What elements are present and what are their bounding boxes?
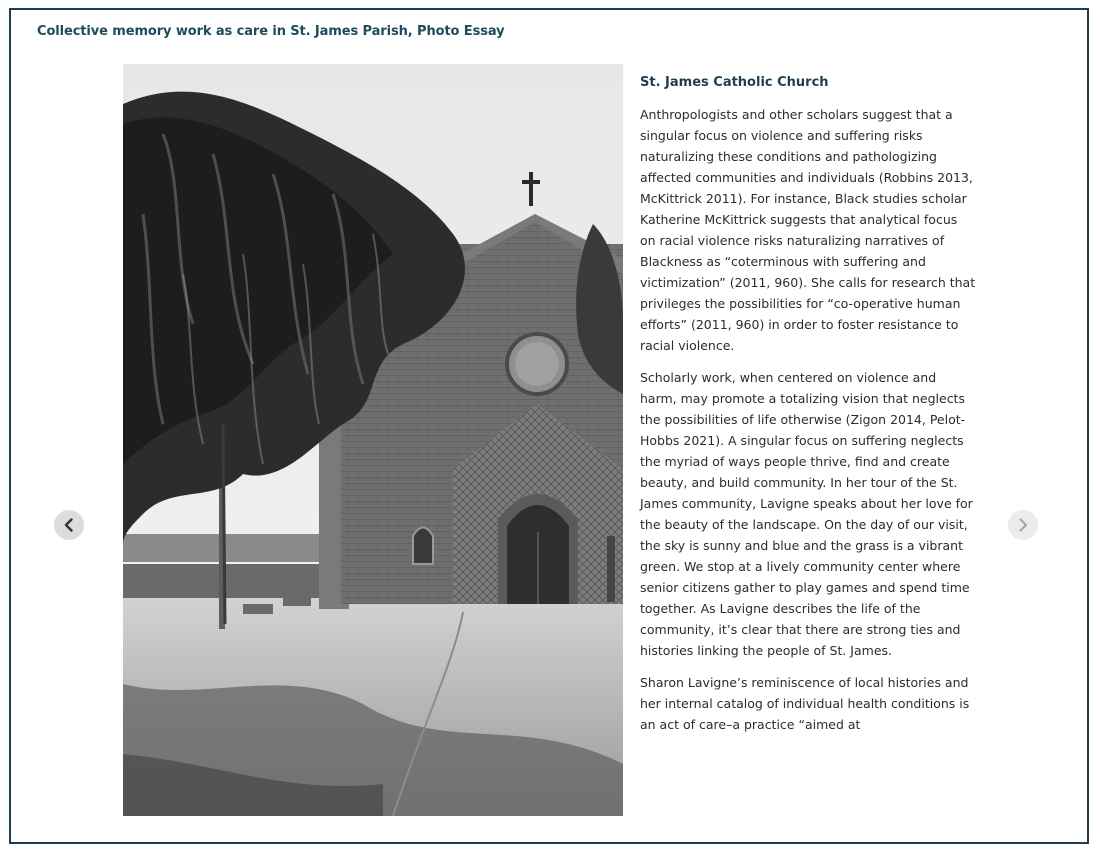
slide-text-column [640, 72, 976, 746]
next-slide-button[interactable] [1008, 510, 1038, 540]
slide-paragraph: Anthropologists and other scholars suggest that a singular focus on violence and suffering risks naturalizing these conditions and pathologizing affected communities and individuals (Robbins 2013, McKittrick 2011). For instance, Black studies scholar Katherine McKittrick suggests that analytical focus on racial violence risks naturalizing narratives of Blackness as “coterminous with suffering and victimization” (2011, 960). She calls for research that privileges the possibilities for “co-operative human efforts” (2011, 960) in order to foster resistance to racial violence. [640, 107, 976, 353]
slide-paragraph: Sharon Lavigne’s reminiscence of local histories and her internal catalog of individual health conditions is an act of care–a practice “aimed at [640, 675, 970, 732]
slide-heading: St. James Catholic Church [640, 75, 829, 90]
slide-paragraph: Scholarly work, when centered on violence and harm, may promote a totalizing vision that neglects the possibilities of life otherwise (Zigon 2014, Pelot-Hobbs 2021). A singular focus on suffering neglects the myriad of ways people thrive, find and create beauty, and build community. In her tour of the St. James community, Lavigne speaks about her love for the beauty of the landscape. On the day of our visit, the sky is sunny and blue and the grass is a vibrant green. We stop at a lively community center where senior citizens gather to play games and spend time together. As Lavigne describes the life of the community, it’s clear that there are strong ties and histories linking the people of St. James. [640, 370, 973, 658]
essay-title: Collective memory work as care in St. James Parish, Photo Essay [37, 24, 505, 39]
photo-essay-frame [9, 8, 1089, 844]
prev-slide-button[interactable] [54, 510, 84, 540]
church-photo [123, 64, 623, 816]
chevron-right-icon [1017, 518, 1029, 532]
chevron-left-icon [63, 518, 75, 532]
